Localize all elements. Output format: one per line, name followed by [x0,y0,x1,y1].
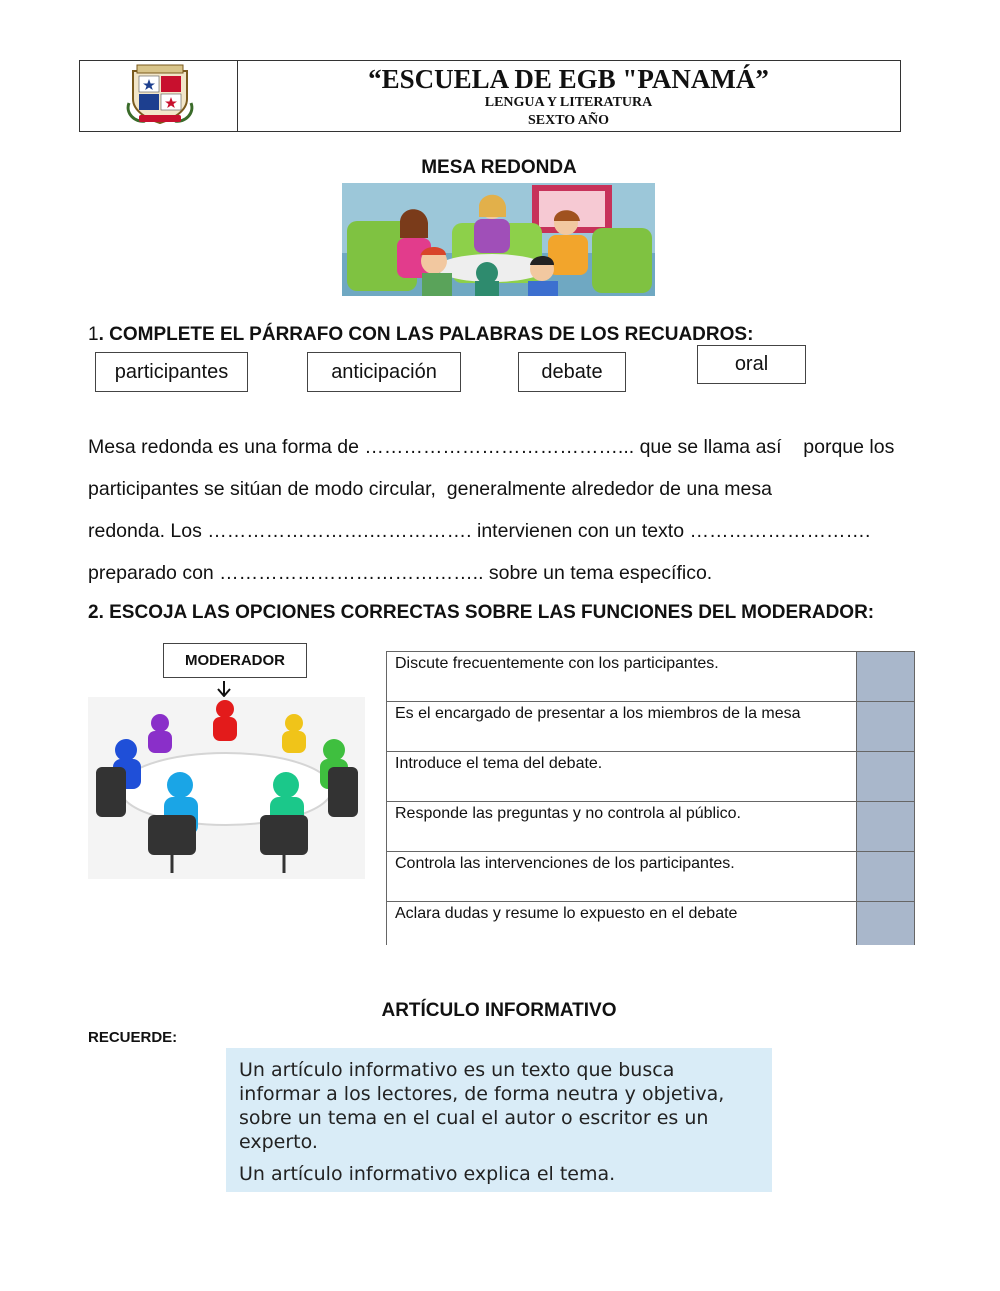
definition-paragraph-1: Un artículo informativo es un texto que busca informar a los lectores, de forma neutra y objetiva, sobre un tema en el cual el autor o escritor es un experto. [239,1059,725,1153]
option-row [387,752,915,802]
question-1-title [88,324,753,346]
option-text: Discute frecuentemente con los participantes. [387,652,857,702]
paragraph-line-1: Mesa redonda es una forma de …………………………………... que se llama así porque los [88,436,895,458]
document-header [79,60,901,132]
option-text: Introduce el tema del debate. [387,752,857,802]
question-1-number: 1 [88,324,99,345]
arrow-down-icon [216,680,232,698]
option-row [387,802,915,852]
school-crest-icon [121,63,199,127]
paragraph-line-2: participantes se sitúan de modo circular, generalmente alrededor de una mesa [88,478,772,500]
option-answer-cell[interactable] [857,802,915,852]
word-box-debate: debate [518,352,626,392]
school-name: “ESCUELA DE EGB "PANAMÁ” [368,64,769,94]
moderator-options-table [386,651,915,945]
option-text: Aclara dudas y resume lo expuesto en el debate [387,902,857,945]
moderator-label: MODERADOR [163,643,307,678]
option-answer-cell[interactable] [857,752,915,802]
paragraph-line-3: redonda. Los …………………….……………. intervienen con un texto ………………………. [88,520,871,542]
option-text: Responde las preguntas y no controla al público. [387,802,857,852]
option-text: Es el encargado de presentar a los miembros de la mesa [387,702,857,752]
article-title: ARTÍCULO INFORMATIVO [381,1000,617,1021]
option-answer-cell[interactable] [857,702,915,752]
option-answer-cell[interactable] [857,852,915,902]
mesa-redonda-title: MESA REDONDA [421,157,577,178]
option-row [387,652,915,702]
word-box-oral: oral [697,345,806,384]
round-table-discussion-illustration [342,183,655,296]
option-row [387,702,915,752]
option-row [387,852,915,902]
word-box-participantes: participantes [95,352,248,392]
question-1-text: . COMPLETE EL PÁRRAFO CON LAS PALABRAS DE LOS RECUADROS: [98,324,754,345]
school-logo-cell [80,61,238,131]
option-answer-cell[interactable] [857,902,915,945]
option-answer-cell[interactable] [857,652,915,702]
meeting-table-illustration [88,697,365,879]
recuerde-label: RECUERDE: [88,1029,178,1046]
option-row [387,902,915,945]
question-2-title: 2. ESCOJA LAS OPCIONES CORRECTAS SOBRE LAS FUNCIONES DEL MODERADOR: [88,602,875,623]
header-title-cell [237,61,900,131]
grade-label: SEXTO AÑO [527,113,610,128]
subject-name: LENGUA Y LITERATURA [484,95,653,110]
definition-paragraph-2: Un artículo informativo explica el tema. [239,1163,616,1185]
article-definition-box [226,1048,772,1192]
fill-in-paragraph [88,426,908,594]
word-box-anticipacion: anticipación [307,352,461,392]
paragraph-line-4: preparado con ………………………………….. sobre un tema específico. [88,562,713,584]
option-text: Controla las intervenciones de los participantes. [387,852,857,902]
